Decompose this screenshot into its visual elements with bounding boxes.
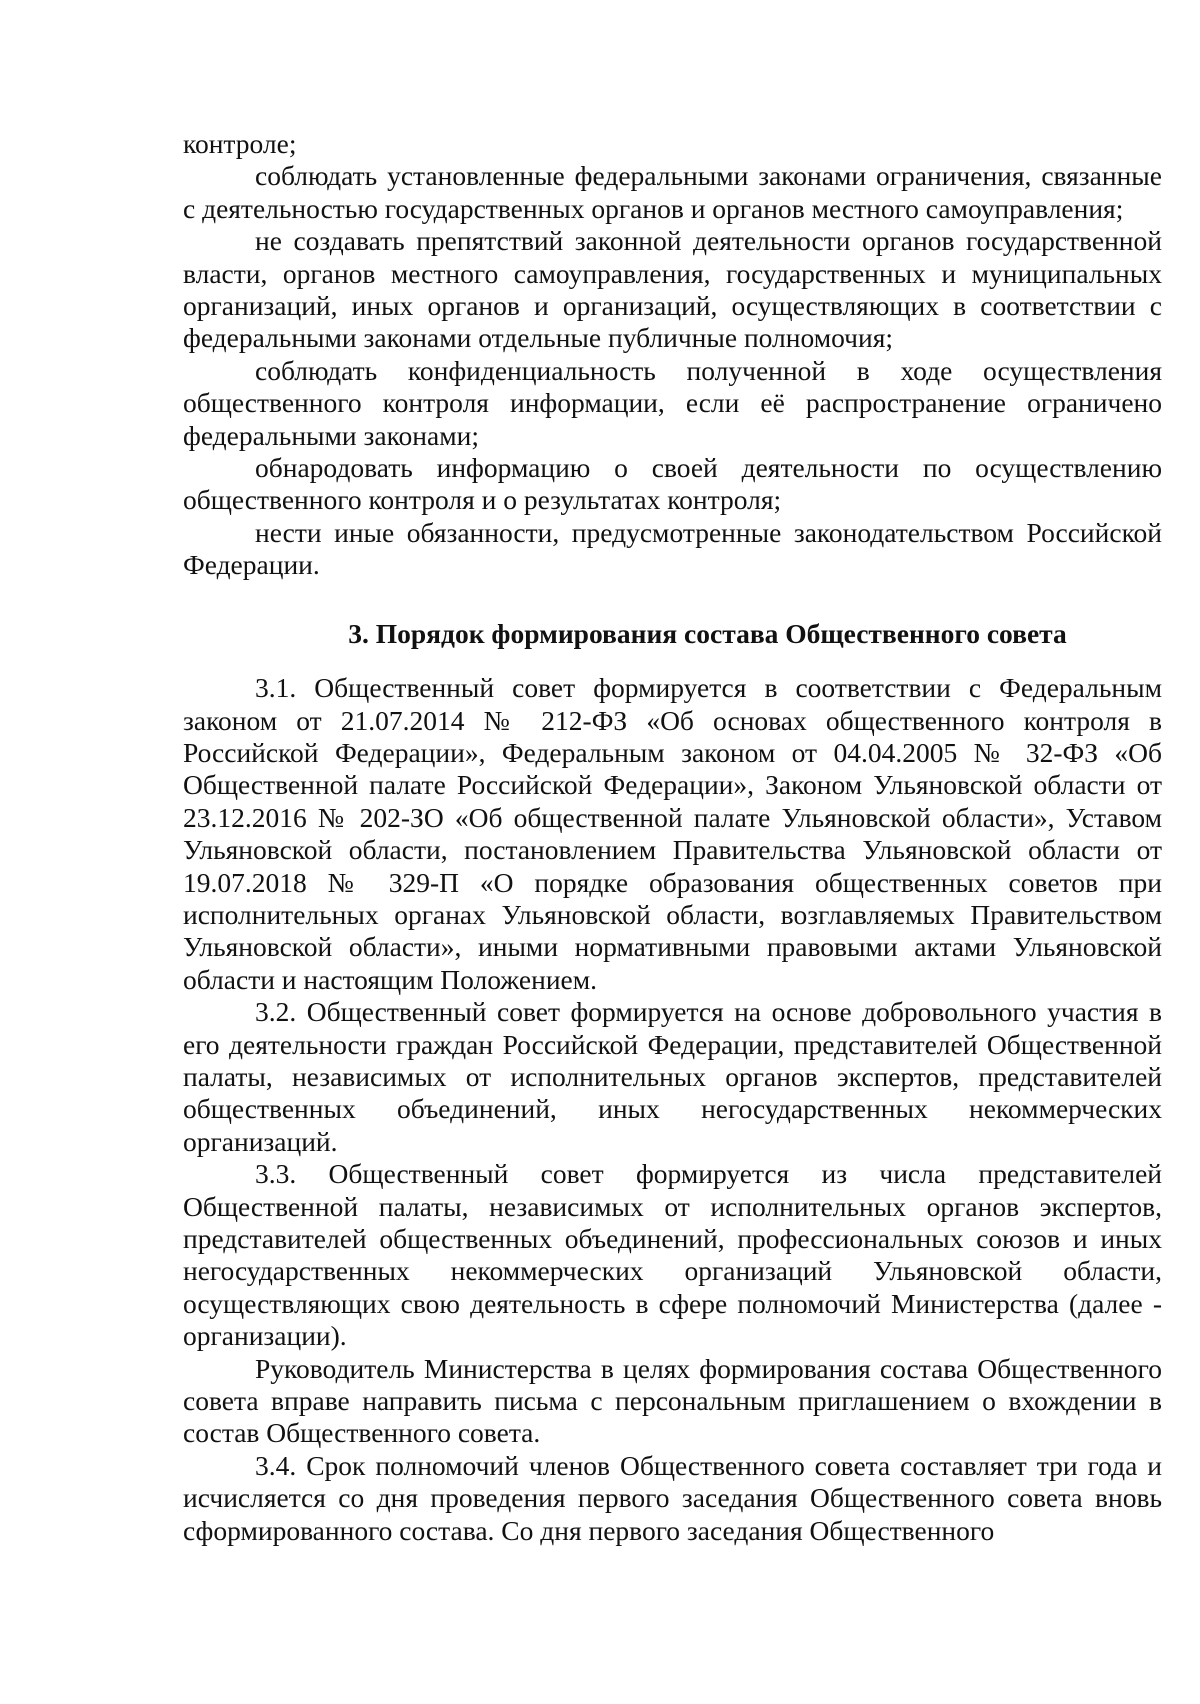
paragraph: 3.4. Срок полномочий членов Общественного совета составляет три года и исчисляется со дня проведения первого заседания Общественного совета вновь сформированного состава. Со дня первого заседания Общественного bbox=[183, 1449, 1162, 1546]
section-heading: 3. Порядок формирования состава Общественного совета bbox=[348, 617, 1067, 649]
paragraph: 3.3. Общественный совет формируется из числа представителей Общественной палаты, независимых от исполнительных органов экспертов, представителей общественных объединений, профессиональных союзов и иных негосударственных некоммерческих организаций Ульяновской области, осуществляющих свою деятельность в сфере полномочий Министерства (далее - организации). bbox=[183, 1158, 1162, 1352]
paragraph: соблюдать установленные федеральными законами ограничения, связанные с деятельностью государственных органов и органов местного самоуправления; bbox=[183, 160, 1162, 224]
paragraph: 3.2. Общественный совет формируется на основе добровольного участия в его деятельности граждан Российской Федерации, представителей Общественной палаты, независимых от исполнительных органов экспертов, представителей общественных объединений, иных негосударственных некоммерческих организаций. bbox=[183, 996, 1162, 1157]
paragraph: Руководитель Министерства в целях формирования состава Общественного совета вправе направить письма с персональным приглашением о вхождении в состав Общественного совета. bbox=[183, 1352, 1162, 1449]
paragraph: 3.1. Общественный совет формируется в соответствии с Федеральным законом от 21.07.2014 № 212-ФЗ «Об основах общественного контроля в Российской Федерации», Федеральным законом от 04.04.2005 № 32-ФЗ «Об Общественной палате Российской Федерации», Законом Ульяновской области от 23.12.2016 № 202-ЗО «Об общественной палате Ульяновской области», Уставом Ульяновской области, постановлением Правительства Ульяновской области от 19.07.2018 № 329-П «О порядке образования общественных советов при исполнительных органах Ульяновской области, возглавляемых Правительством Ульяновской области», иными нормативными правовыми актами Ульяновской области и настоящим Положением. bbox=[183, 672, 1162, 995]
paragraph: не создавать препятствий законной деятельности органов государственной власти, органов местного самоуправления, государственных и муниципальных организаций, иных органов и организаций, осуществляющих в соответствии с федеральными законами отдельные публичные полномочия; bbox=[183, 225, 1162, 354]
paragraph: контроле; bbox=[183, 128, 297, 159]
paragraph: обнародовать информацию о своей деятельности по осуществлению общественного контроля и о результатах контроля; bbox=[183, 452, 1162, 516]
paragraph: нести иные обязанности, предусмотренные законодательством Российской Федерации. bbox=[183, 516, 1162, 581]
document-body bbox=[183, 128, 1162, 1547]
paragraph: соблюдать конфиденциальность полученной в ходе осуществления общественного контроля информации, если её распространение ограничено федеральными законами; bbox=[183, 354, 1162, 451]
